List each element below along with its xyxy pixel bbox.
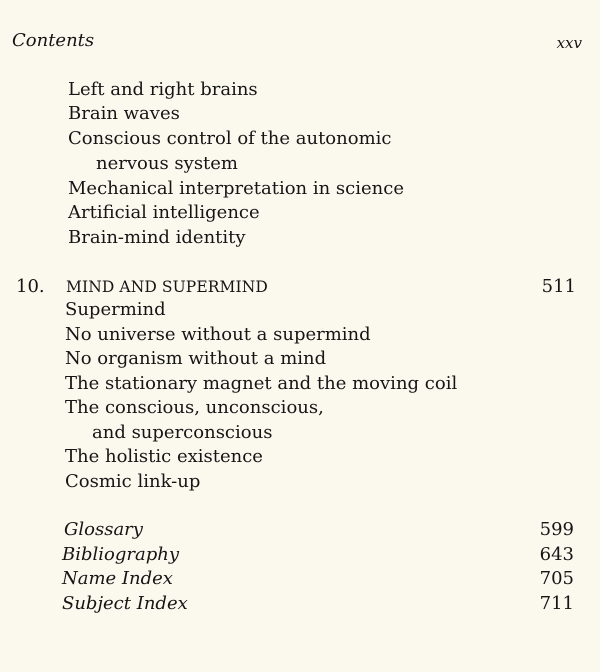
back-matter-name-index: Name Index (62, 568, 173, 589)
chapter-number: 10. (16, 276, 45, 297)
chapter-title: MIND AND SUPERMIND (66, 278, 268, 296)
chapter-page: 511 (541, 276, 576, 297)
toc-entry-continuation: and superconscious (92, 422, 273, 443)
back-matter-page: 711 (539, 593, 574, 614)
toc-entry: Brain-mind identity (68, 227, 246, 248)
toc-entry: Brain waves (68, 103, 180, 124)
page-number-roman: xxv (556, 34, 582, 52)
toc-entry-continuation: nervous system (96, 153, 239, 174)
toc-entry: Supermind (65, 299, 166, 320)
toc-entry: The stationary magnet and the moving coil (65, 373, 458, 394)
toc-entry: No universe without a supermind (65, 324, 371, 345)
toc-entry: Left and right brains (68, 79, 258, 100)
back-matter-bibliography: Bibliography (62, 544, 179, 565)
toc-entry: No organism without a mind (65, 348, 327, 369)
running-head-title: Contents (12, 30, 95, 51)
back-matter-page: 705 (539, 568, 574, 589)
back-matter-glossary: Glossary (64, 519, 143, 540)
toc-entry: Conscious control of the autonomic (68, 128, 392, 149)
back-matter-subject-index: Subject Index (62, 593, 188, 614)
back-matter-page: 643 (539, 544, 574, 565)
toc-entry: Cosmic link-up (65, 471, 201, 492)
toc-entry: Mechanical interpretation in science (68, 178, 404, 199)
back-matter-page: 599 (539, 519, 574, 540)
toc-entry: Artificial intelligence (68, 202, 260, 223)
toc-entry: The conscious, unconscious, (65, 397, 324, 418)
toc-entry: The holistic existence (65, 446, 263, 467)
